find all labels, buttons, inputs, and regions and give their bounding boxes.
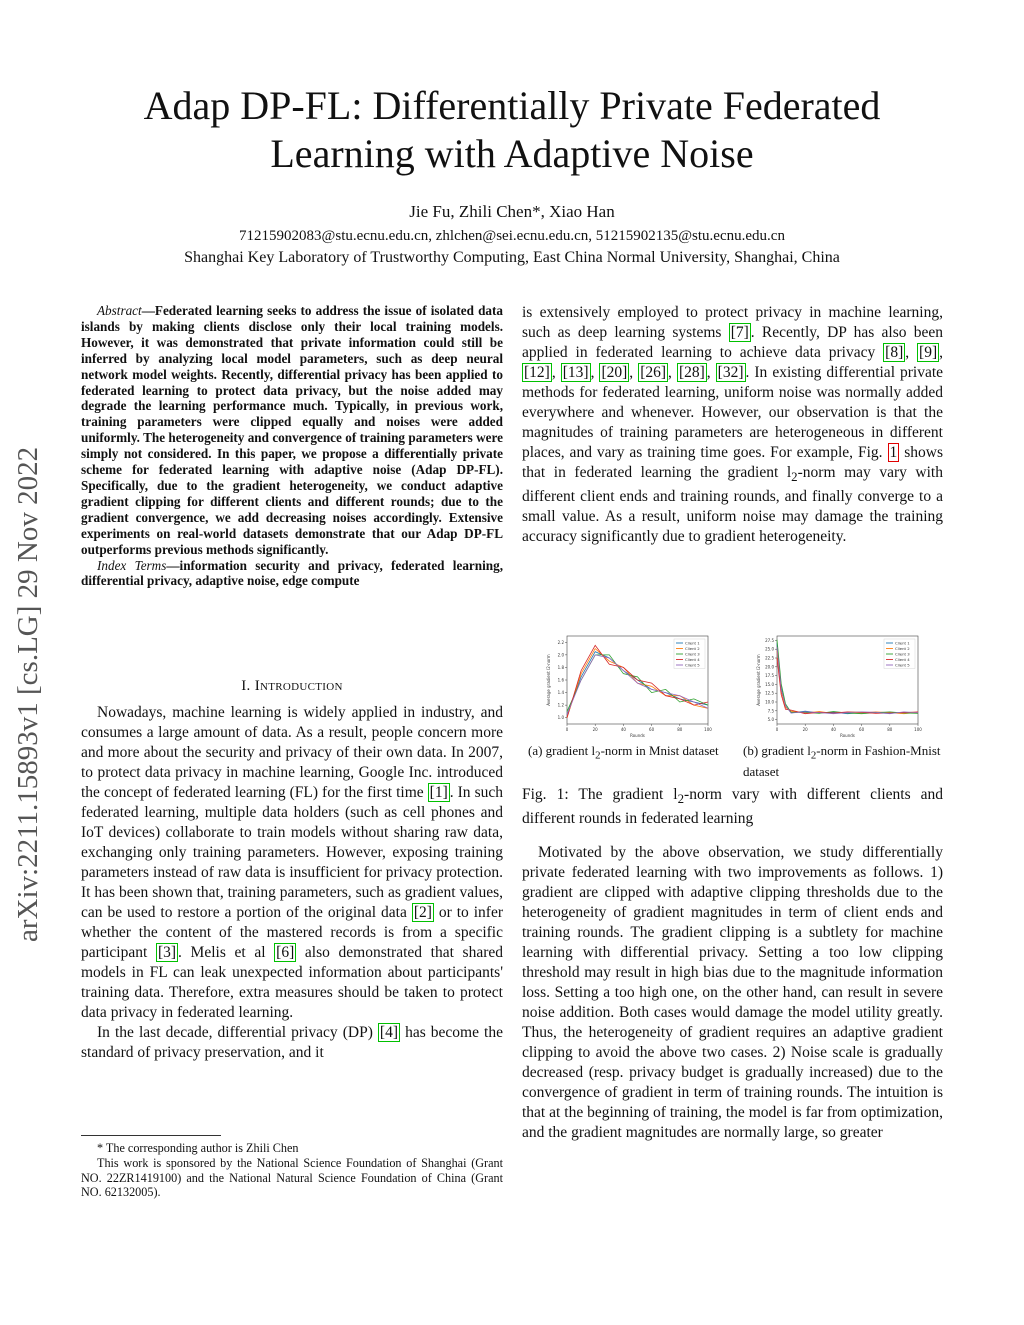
footnote-line-2: This work is sponsored by the National Science Foundation of Shanghai (Grant NO. 22ZR1419100) and the National Natural Science Foundation of China (Grant NO. 62132005).	[81, 1155, 503, 1200]
intro-left	[81, 703, 503, 1063]
y-tick-label: 20.0	[765, 664, 774, 670]
footnote-line-1: * The corresponding author is Zhili Chen	[97, 1141, 299, 1155]
intro-paragraph-1	[81, 703, 503, 1023]
text-run: -norm in Mnist dataset	[600, 743, 719, 758]
index-terms	[81, 558, 503, 590]
text-run: . Recently, DP has also been applied in federated learning to achieve data privacy	[522, 324, 943, 361]
abstract-text: —Federated learning seeks to address the issue of isolated data islands by making clients disclose only their local training models. However, it was demonstrated that private information could still be inferred by analyzing local model parameters, such as deep neural network model weights. Recently, differential privacy has been applied to federated learning to protect data privacy, but the noise added may degrade the learning performance much. Typically, in previous work, training parameters were clipped equally and noises were added uniformly. The heterogeneity and convergence of training parameters were simply not considered. In this paper, we propose a differentially private scheme for federated learning with adaptive noise (Adap DP-FL). Specifically, due to the gradient heterogeneity, we conduct adaptive gradient clipping for different clients and different rounds; due to the gradient convergence, we add decreasing noises accordingly. Extensive experiments on real-world datasets demonstrate that our Adap DP-FL outperforms previous methods significantly.	[81, 303, 503, 557]
y-axis-label: Average gradient l2-norm	[756, 654, 761, 706]
section-number: I.	[241, 678, 251, 694]
title-line-2: Learning with Adaptive Noise	[270, 131, 754, 176]
x-tick-label: 80	[887, 727, 893, 732]
y-tick-label: 1.0	[557, 715, 564, 721]
x-axis-label: Rounds	[630, 733, 645, 738]
text-run: -norm vary with different clients and different rounds in federated learning	[522, 786, 943, 828]
abstract	[81, 303, 503, 558]
abstract-label: Abstract	[97, 303, 142, 318]
text-run: (a) gradient l	[528, 743, 596, 758]
text-run: In the last decade, differential privacy (DP)	[97, 1024, 378, 1041]
y-tick-label: 2.0	[557, 652, 564, 658]
citation-link[interactable]: [13]	[562, 364, 589, 381]
title-line-1: Adap DP-FL: Differentially Private Federated	[143, 83, 881, 128]
intro-right-bottom	[522, 843, 943, 1143]
authors: Jie Fu, Zhili Chen*, Xiao Han	[409, 202, 615, 221]
x-tick-label: 100	[704, 727, 712, 732]
y-tick-label: 17.5	[765, 673, 774, 679]
citation-link[interactable]: [2]	[413, 904, 432, 921]
footnote-rule	[81, 1135, 221, 1136]
legend-label: Client 3	[685, 651, 700, 657]
y-tick-label: 22.5	[765, 655, 774, 661]
text-run: . Melis et al	[178, 944, 275, 961]
y-tick-label: 5.0	[767, 717, 774, 723]
y-tick-label: 25.0	[765, 646, 774, 652]
x-tick-label: 40	[830, 727, 836, 732]
section-title: Introduction	[254, 678, 343, 694]
intro-paragraph-2	[81, 1023, 503, 1063]
citation-link[interactable]: [3]	[157, 944, 177, 961]
y-tick-label: 15.0	[765, 681, 774, 687]
citation-link[interactable]: [28]	[678, 364, 705, 381]
legend-label: Client 1	[895, 640, 910, 646]
subscript: 2	[791, 469, 798, 485]
y-tick-label: 1.2	[557, 702, 564, 708]
text-run: Fig. 1: The gradient l	[522, 786, 678, 803]
text-run: Nowadays, machine learning is widely applied in industry, and consumes a large amount of data. As a result, people concern more and more about the security and privacy of their own data. In 2007, to protect data privacy in machine learning, Google Inc. introduced the concept of federated learning (FL) for the first time	[81, 704, 503, 801]
chart-fashion-mnist	[755, 632, 923, 738]
legend-label: Client 5	[895, 662, 910, 668]
x-axis-label: Rounds	[840, 733, 855, 738]
text-run: or to infer whether the content of the mastered records is from a specific participant	[81, 904, 503, 961]
index-terms-label: Index Terms	[97, 557, 167, 573]
x-tick-label: 0	[565, 727, 569, 732]
subscript: 2	[595, 749, 601, 762]
text-run: has become the standard of privacy preservation, and it	[81, 1024, 503, 1061]
x-tick-label: 60	[859, 727, 865, 732]
y-axis-label: Average gradient l2-norm	[546, 654, 551, 706]
subcaption-a	[528, 743, 724, 764]
subcaption-b	[743, 743, 943, 779]
arxiv-id: arXiv:2211.15893v1 [cs.LG] 29 Nov 2022	[12, 446, 44, 942]
citation-link[interactable]: [6]	[276, 944, 295, 961]
abstract-block	[81, 303, 503, 589]
legend-label: Client 3	[895, 651, 910, 657]
citation-link[interactable]: [20]	[601, 364, 628, 381]
text-run: . In such federated learning, multiple data holders (such as cell phones and IoT devices) collaborate to train models without sharing raw data, exchanging only training parameters. However, exposing training parameters instead of raw data is insufficient for privacy protection. It has been shown that, training parameters, such as gradient values, can be used to restore a portion of the original data	[81, 784, 503, 921]
x-tick-label: 60	[649, 727, 655, 732]
x-tick-label: 0	[775, 727, 779, 732]
y-tick-label: 2.2	[557, 639, 564, 645]
x-tick-label: 20	[592, 727, 598, 732]
legend-label: Client 2	[895, 645, 910, 651]
affiliation: Shanghai Key Laboratory of Trustworthy Computing, East China Normal University, Shanghai, China	[184, 249, 840, 266]
text-run: is extensively employed to protect privacy in machine learning, such as deep learning systems	[522, 304, 943, 341]
citation-link[interactable]: [8]	[885, 344, 904, 361]
text-run: -norm may vary with different client ends and training rounds, and finally converge to a small value. As a result, uniform noise may damage the training accuracy significantly due to gradient heterogeneity.	[522, 464, 943, 546]
citation-link[interactable]: [26]	[640, 364, 667, 381]
figure-caption	[522, 785, 943, 829]
subscript: 2	[810, 749, 817, 762]
legend-label: Client 5	[685, 662, 700, 668]
citation-link[interactable]: [32]	[717, 364, 744, 381]
y-tick-label: 1.6	[557, 677, 564, 683]
y-tick-label: 27.5	[765, 637, 774, 643]
citation-link[interactable]: [12]	[524, 364, 550, 381]
y-tick-label: 10.0	[765, 699, 774, 705]
chart-mnist	[545, 632, 713, 738]
x-tick-label: 40	[620, 727, 626, 732]
x-tick-label: 20	[802, 727, 808, 732]
figure-link[interactable]: 1	[889, 444, 898, 461]
y-tick-label: 1.4	[557, 690, 564, 696]
citation-link[interactable]: [9]	[919, 344, 938, 361]
intro-right-top	[522, 303, 943, 547]
text-run: shows that in federated learning the gradient l	[522, 444, 943, 481]
intro-paragraph-4: Motivated by the above observation, we study differentially private federated learning with two improvements as follows. 1) gradient are clipped with adaptive clipping thresholds due to the heterogeneity of gradient magnitudes in term of client ends and training rounds. The gradient clipping is a subtlety for machine learning with differential privacy. Setting a too low clipping threshold may result in high bias due to the magnitude information loss. Setting a too high one, on the other hand, can result in severe noise addition. Both cases would damage the model utility greatly. Thus, the heterogeneity of gradient requires an adaptive gradient clipping to avoid the above two cases. 2) Noise scale is gradually decreased (resp. privacy budget is gradually increased) due to the convergence of gradient in term of training rounds. The intuition is that at the beginning of training, the model is far from optimization, and the gradient magnitudes are normally large, so greater	[522, 844, 943, 1141]
text-run: also demonstrated that shared models in FL can leak unexpected information about participants' training data. Therefore, extra measures should be taken to protect data privacy in federated learning.	[81, 944, 504, 1021]
y-tick-label: 12.5	[765, 690, 774, 696]
subscript: 2	[677, 791, 685, 807]
legend-label: Client 2	[685, 645, 700, 651]
legend-label: Client 4	[685, 656, 700, 662]
emails: 71215902083@stu.ecnu.edu.cn, zhlchen@sei.ecnu.edu.cn, 51215902135@stu.ecnu.edu.cn	[239, 228, 785, 244]
y-tick-label: 7.5	[767, 708, 774, 714]
x-tick-label: 80	[677, 727, 683, 732]
citation-link[interactable]: [7]	[730, 324, 749, 341]
citation-link[interactable]: [4]	[379, 1024, 398, 1041]
index-terms-text: —information security and privacy, federated learning, differential privacy, adaptive noise, edge compute	[81, 557, 503, 589]
paper-title	[60, 82, 964, 178]
legend-label: Client 1	[685, 640, 700, 646]
intro-paragraph-3: is extensively employed to protect privacy in machine learning, such as deep learning systems [7] . Recently, DP has also been applied in federated learning to achieve data privacy [8] , [9] , [12] , [13] , [20] , [26] , [28] , [32] . In existing differential private methods for federated learning, uniform noise was normally added everywhere and whenever. However, our observation is that the magnitudes of training parameters are heterogeneous in different places, and vary as training time goes. For example, Fig. 1 shows that in federated learning the gradient $l_2$-norm may vary with different client ends and training rounds, and finally converge to a small value. As a result, uniform noise may damage the training accuracy significantly due to gradient heterogeneity.	[522, 304, 944, 546]
text-run: . In existing differential private methods for federated learning, uniform noise was normally added everywhere and whenever. However, our observation is that the magnitudes of training parameters are heterogeneous in different places, and vary as training time goes. For example, Fig.	[522, 364, 944, 461]
footnote	[81, 1141, 503, 1200]
x-tick-label: 100	[914, 727, 922, 732]
legend-label: Client 4	[895, 656, 910, 662]
citation-link[interactable]: [1]	[429, 784, 448, 801]
y-tick-label: 1.8	[557, 664, 564, 670]
text-run: (b) gradient l	[743, 743, 811, 758]
section-heading	[81, 678, 503, 695]
text-run: -norm in Fashion-Mnist dataset	[743, 743, 941, 779]
